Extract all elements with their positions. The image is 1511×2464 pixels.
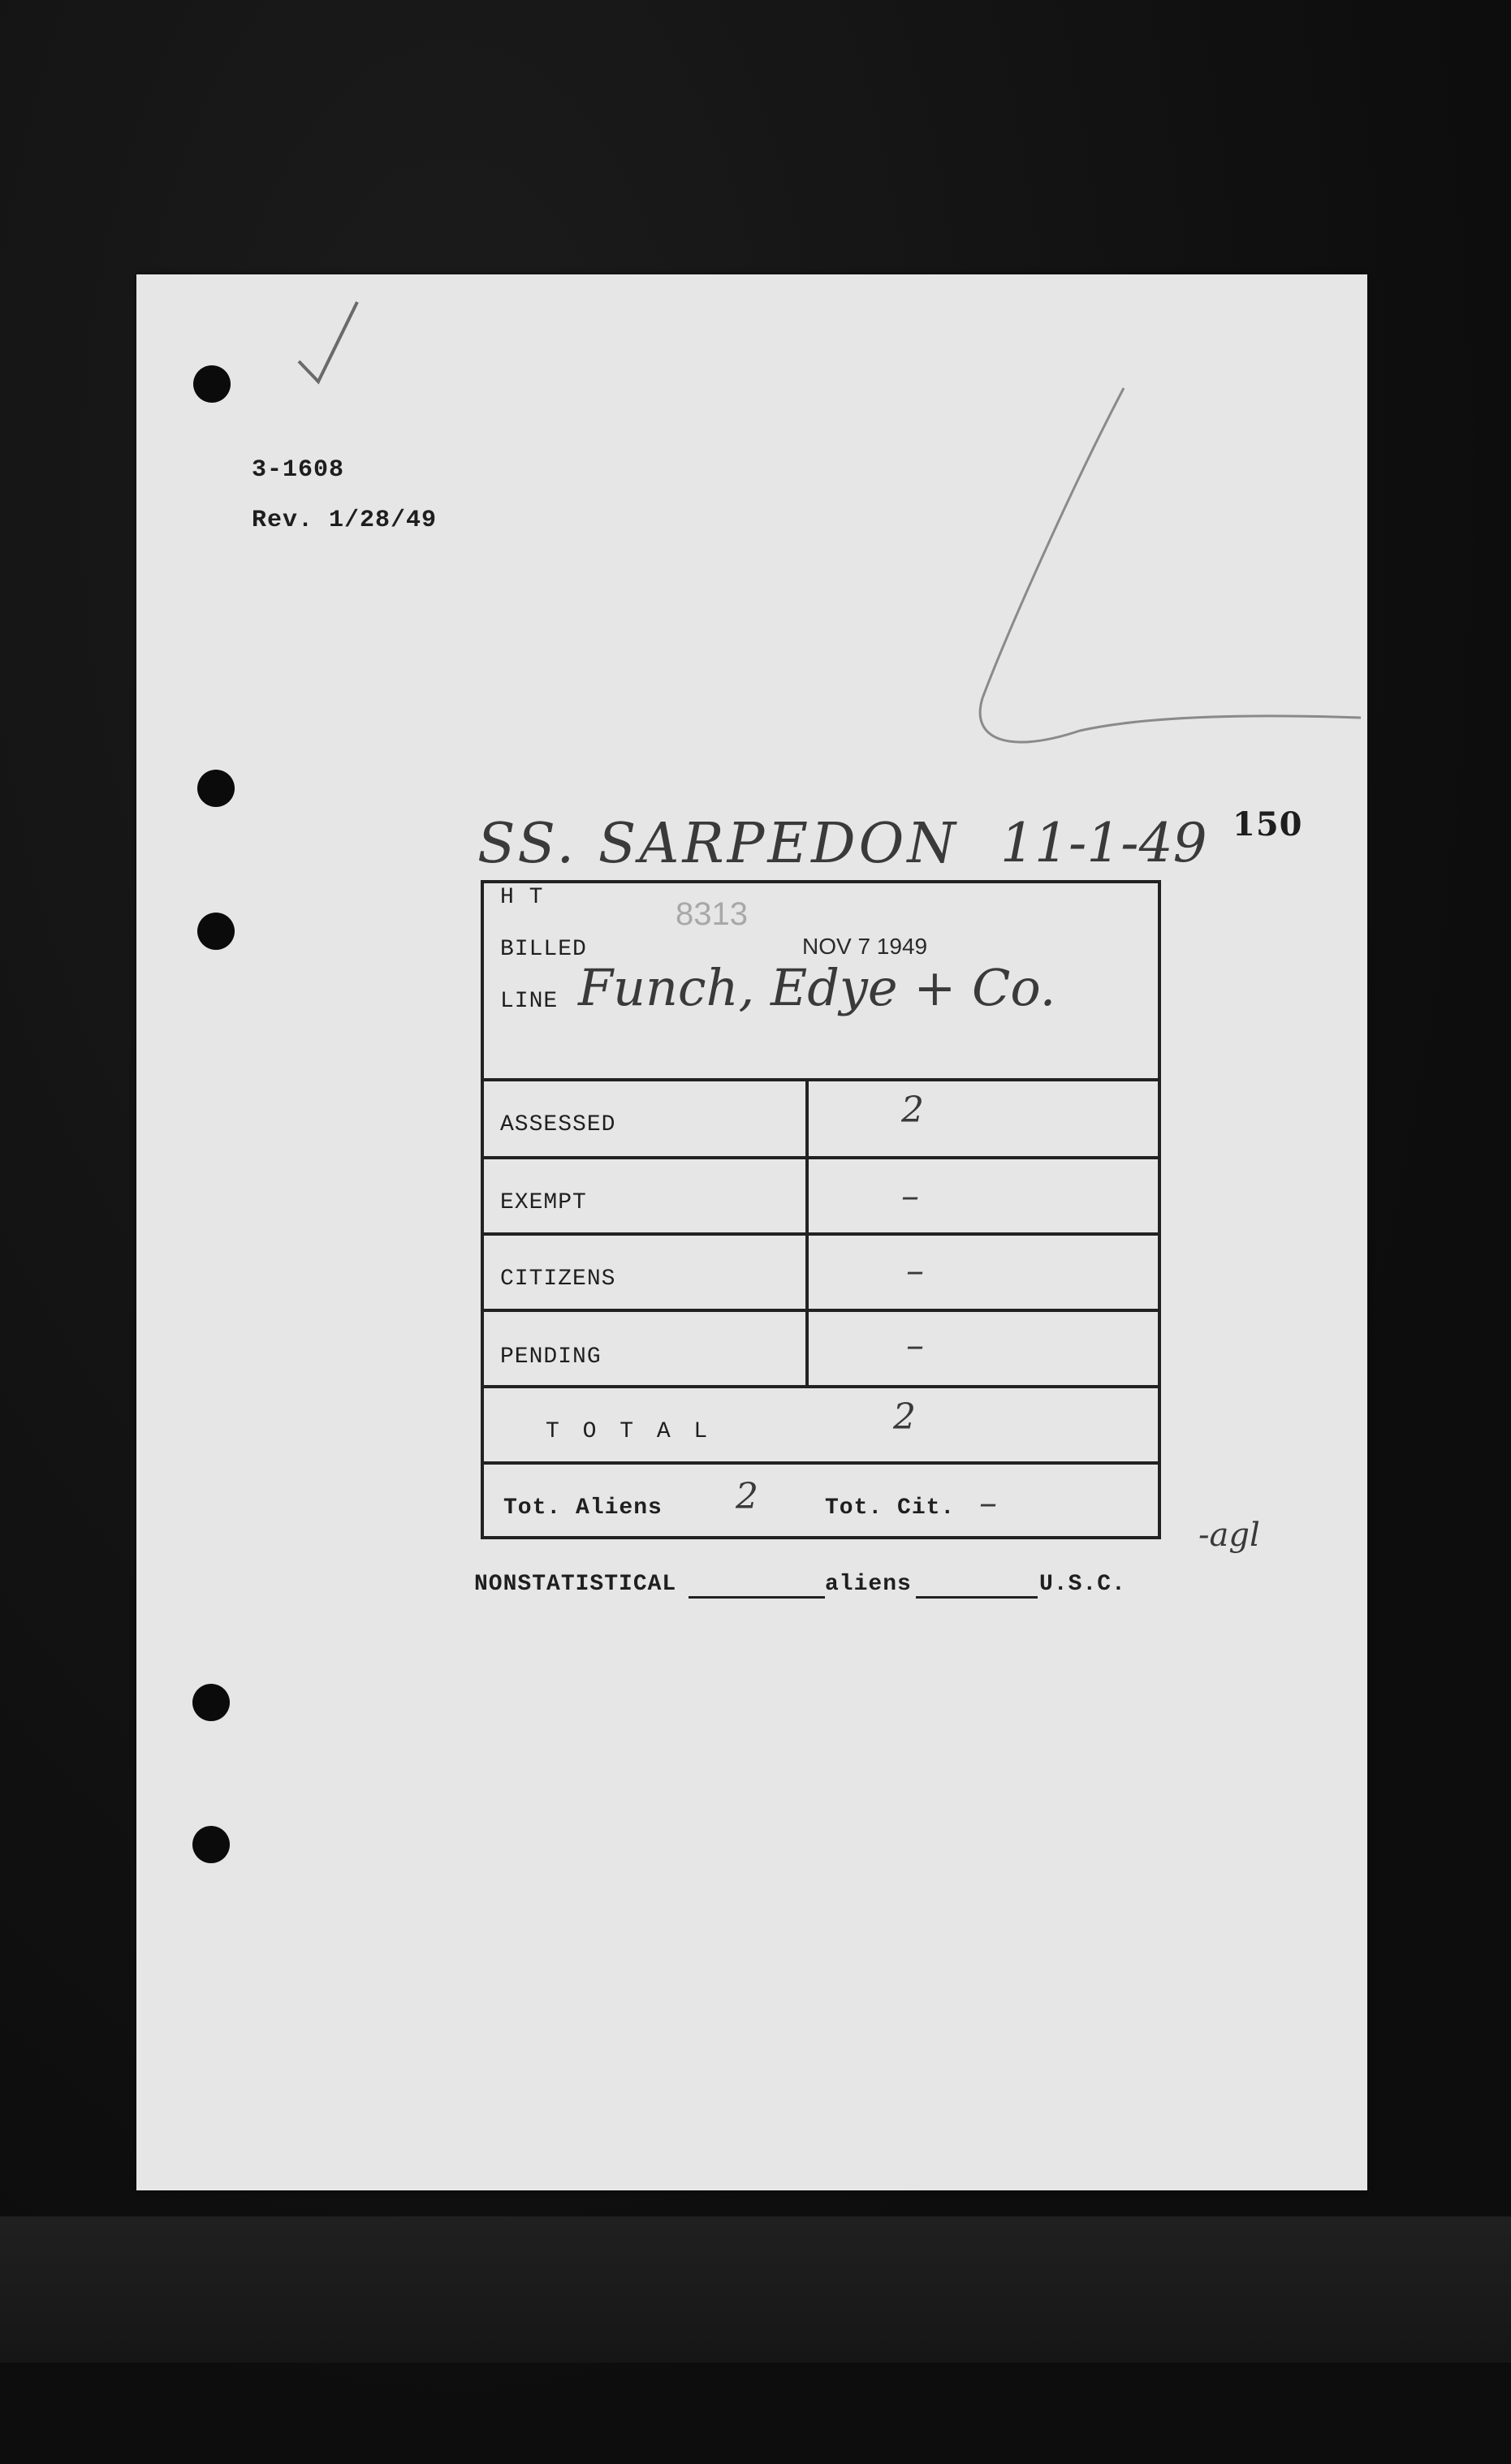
form-divider: [481, 1232, 1161, 1236]
assessed-value: 2: [901, 1090, 924, 1131]
tot-aliens-label: Tot. Aliens: [503, 1495, 663, 1521]
billed-label: BILLED: [500, 937, 587, 962]
column-divider: [805, 1078, 809, 1387]
pending-label: PENDING: [500, 1344, 602, 1370]
ht-label: H T: [500, 885, 544, 910]
form-number: 3-1608: [252, 456, 345, 484]
assessed-label: ASSESSED: [500, 1112, 616, 1137]
exempt-value: –: [901, 1176, 919, 1217]
nonstatistical-label: NONSTATISTICAL: [474, 1572, 677, 1597]
pencil-curve: [980, 388, 1361, 742]
billed-date-stamp: NOV 7 1949: [802, 934, 928, 959]
tot-cit-value: –: [979, 1482, 997, 1524]
checkmark-icon: [299, 302, 357, 382]
line-label: LINE: [500, 989, 559, 1014]
aliens-label: aliens: [825, 1572, 912, 1597]
form-divider: [481, 1309, 1161, 1312]
total-value: 2: [893, 1396, 916, 1438]
pending-value: –: [906, 1325, 924, 1366]
clerk-initials: -agl: [1198, 1517, 1260, 1554]
form-divider: [481, 1461, 1161, 1465]
nonstatistical-blank: [689, 1596, 825, 1599]
line-name: Funch, Edye + Co.: [578, 958, 1056, 1017]
form-divider: [481, 1385, 1161, 1388]
total-label: T O T A L: [546, 1419, 713, 1444]
citizens-label: CITIZENS: [500, 1267, 616, 1292]
page-number: 150: [1233, 805, 1303, 844]
tot-aliens-value: 2: [736, 1476, 758, 1517]
citizens-value: –: [906, 1250, 924, 1292]
exempt-label: EXEMPT: [500, 1190, 587, 1215]
aliens-blank: [916, 1596, 1038, 1599]
form-divider: [481, 1078, 1161, 1081]
form-revision: Rev. 1/28/49: [252, 507, 438, 534]
usc-label: U.S.C.: [1039, 1572, 1126, 1597]
tot-cit-label: Tot. Cit.: [825, 1495, 956, 1521]
ht-number: 8313: [676, 896, 748, 932]
arrival-date: 11-1-49: [1000, 812, 1207, 874]
ship-name: SS. SARPEDON: [477, 812, 959, 876]
form-divider: [481, 1156, 1161, 1159]
